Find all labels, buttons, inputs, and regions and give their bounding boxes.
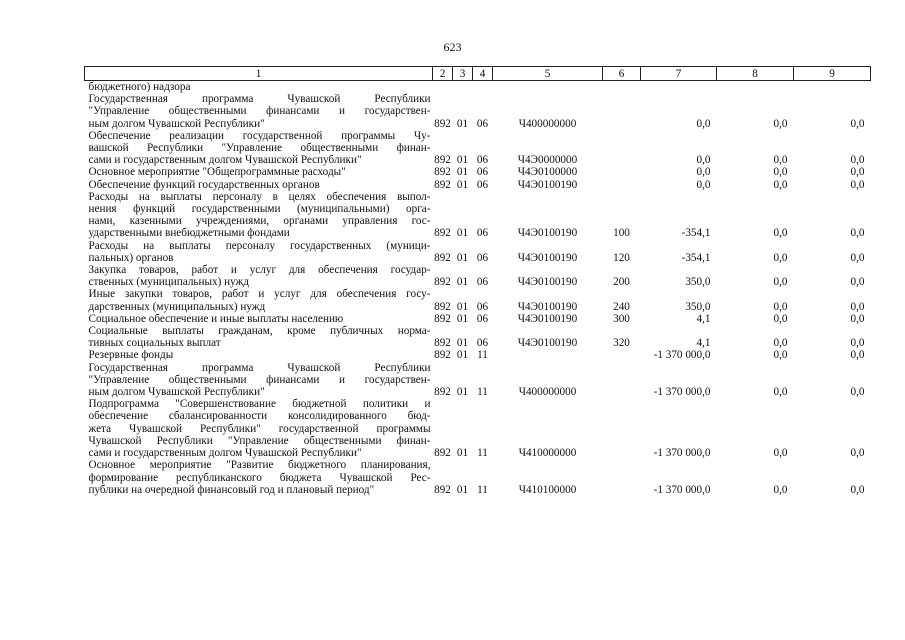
amount-col7: -1 370 000,0 [653,447,711,460]
table-row [85,179,871,191]
subsection-code [473,81,493,94]
expense-type-code [603,179,641,191]
column-number-row [85,67,871,81]
amount-col8: 0,0 [773,483,788,496]
description-line: нами, казенными учреждениями, органами управления гос- [88,215,431,228]
description-line: ным долгом Чувашской Республики" [88,117,265,130]
table-row [85,240,871,264]
subsection-code: 06 [476,276,489,289]
subsection-code: 06 [476,154,489,167]
description-line: бюджетного) надзора [88,81,191,93]
section-code: 01 [456,166,469,179]
section-code: 01 [456,154,469,167]
table-row [85,130,871,167]
amount-col9: 0,0 [850,227,865,240]
table-row [85,459,871,496]
amount-col7 [641,81,717,94]
section-code: 01 [456,447,469,460]
amount-col9: 0,0 [850,483,865,496]
expense-type-code: 300 [613,312,630,325]
target-article-code: Ч4Э0100190 [517,312,578,325]
subsection-code: 06 [476,337,489,350]
description-line: Иные закупки товаров, работ и услуг для обеспечения госу- [88,288,431,301]
amount-col7: 0,0 [696,117,711,130]
section-code: 01 [456,276,469,289]
section-code: 01 [456,337,469,350]
amount-col8: 0,0 [773,178,788,191]
description-line: Обеспечение функций государственных органов [88,178,320,191]
description-line: формирование республиканского бюджета Чувашской Рес- [88,471,431,484]
description-line: Расходы на выплаты персоналу в целях обеспечения выпол- [88,190,431,203]
column-number: 2 [433,67,453,81]
expense-type-code: 120 [613,251,630,264]
column-number: 1 [85,67,433,81]
description-line: Резервные фонды [88,349,174,362]
amount-col7: 4,1 [696,337,711,350]
grbs-code: 892 [434,166,451,179]
amount-col8: 0,0 [773,312,788,325]
column-number: 8 [717,67,794,81]
subsection-code: 06 [476,227,489,240]
amount-col7: -1 370 000,0 [653,386,711,399]
subsection-code: 11 [477,349,488,362]
amount-col8: 0,0 [773,117,788,130]
description-line: публики на очередной финансовый год и плановый период" [88,483,375,496]
section-code: 01 [456,300,469,313]
amount-col7: -354,1 [681,251,711,264]
amount-col9: 0,0 [850,447,865,460]
grbs-code: 892 [434,300,451,313]
expense-type-code [603,166,641,178]
amount-col9: 0,0 [850,312,865,325]
column-number: 3 [453,67,473,81]
description-line: ным долгом Чувашской Республики" [88,386,265,399]
row-description [85,179,433,191]
amount-col8: 0,0 [773,300,788,313]
amount-col7: 350,0 [685,276,711,289]
amount-col9: 0,0 [850,386,865,399]
description-line: "Управление общественными финансами и государствен- [88,373,431,386]
description-line: жета Чувашской Республики" государственной программы [88,422,431,435]
expense-type-code [603,81,641,94]
table-row [85,313,871,325]
row-description [85,264,433,288]
subsection-code: 06 [476,166,489,179]
grbs-code: 892 [434,178,451,191]
target-article-code: Ч4Э0100190 [517,337,578,350]
amount-col8: 0,0 [773,349,788,362]
description-line: вашской Республики "Управление общественными финан- [88,142,431,155]
description-line: Обеспечение реализации государственной программы Чу- [88,129,431,142]
amount-col9: 0,0 [850,117,865,130]
description-line: сами и государственным долгом Чувашской Республики" [88,154,362,167]
amount-col8: 0,0 [773,276,788,289]
row-description [85,166,433,178]
row-description [85,349,433,361]
description-line: Основное мероприятие "Общепрограммные расходы" [88,166,346,179]
description-line: Чувашской Республики "Управление общественными финан- [88,434,431,447]
amount-col9: 0,0 [850,166,865,179]
expense-type-code: 240 [613,300,630,313]
grbs-code: 892 [434,154,451,167]
row-description [85,191,433,240]
amount-col8 [717,81,794,94]
target-article-code: Ч410100000 [518,483,577,496]
column-number: 9 [794,67,871,81]
description-line: ударственными внебюджетными фондами [88,227,290,240]
expense-type-code [603,459,641,496]
row-description [85,398,433,459]
grbs-code: 892 [434,447,451,460]
target-article-code: Ч4Э0100000 [517,166,578,179]
description-line: обеспечение сбалансированности консолидированного бюд- [88,410,431,423]
amount-col9: 0,0 [850,276,865,289]
target-article-code: Ч4Э0000000 [517,154,578,167]
amount-col7: 4,1 [696,312,711,325]
subsection-code: 11 [477,483,488,496]
budget-table [84,66,871,496]
subsection-code: 06 [476,251,489,264]
row-description [85,130,433,167]
row-description [85,93,433,130]
section-code: 01 [456,386,469,399]
grbs-code: 892 [434,117,451,130]
amount-col9: 0,0 [850,300,865,313]
table-row [85,191,871,240]
column-number: 5 [493,67,603,81]
target-article-code: Ч410000000 [518,447,577,460]
amount-col7: -1 370 000,0 [653,483,711,496]
target-article-code [493,349,603,361]
expense-type-code [603,130,641,167]
grbs-code: 892 [434,276,451,289]
description-line: нения функций государственными (муниципальными) орга- [88,203,431,216]
row-description [85,459,433,496]
table-row [85,264,871,288]
amount-col7: -354,1 [681,227,711,240]
section-code: 01 [456,251,469,264]
description-line: пальных) органов [88,251,174,264]
table-row [85,166,871,178]
grbs-code: 892 [434,227,451,240]
description-line: "Управление общественными финансами и государствен- [88,105,431,118]
amount-col9: 0,0 [850,337,865,350]
description-line: ственных (муниципальных) нужд [88,276,249,289]
target-article-code [493,81,603,94]
target-article-code: Ч400000000 [518,386,577,399]
amount-col8: 0,0 [773,154,788,167]
description-line: дарственных (муниципальных) нужд [88,300,266,313]
amount-col8: 0,0 [773,447,788,460]
target-article-code: Ч4Э0100190 [517,300,578,313]
amount-col8: 0,0 [773,337,788,350]
amount-col8: 0,0 [773,386,788,399]
expense-type-code [603,362,641,399]
amount-col8: 0,0 [773,166,788,179]
target-article-code: Ч400000000 [518,117,577,130]
description-line: Социальные выплаты гражданам, кроме публичных норма- [88,325,431,338]
subsection-code: 06 [476,178,489,191]
grbs-code [433,81,453,94]
amount-col9: 0,0 [850,349,865,362]
column-number: 7 [641,67,717,81]
amount-col7: -1 370 000,0 [653,349,711,362]
row-description [85,288,433,312]
section-code [453,81,473,94]
amount-col9: 0,0 [850,178,865,191]
subsection-code: 06 [476,117,489,130]
target-article-code: Ч4Э0100190 [517,251,578,264]
expense-type-code [603,398,641,459]
page-number: 623 [443,40,462,54]
amount-col8: 0,0 [773,251,788,264]
amount-col7: 0,0 [696,166,711,179]
subsection-code: 11 [477,386,488,399]
amount-col9: 0,0 [850,154,865,167]
section-code: 01 [456,227,469,240]
description-line: Расходы на выплаты персоналу государственных (муници- [88,239,431,252]
description-line: Государственная программа Чувашской Республики [88,93,431,106]
grbs-code: 892 [434,349,451,362]
amount-col9: 0,0 [850,251,865,264]
table-row [85,362,871,399]
description-line: тивных социальных выплат [88,337,221,350]
grbs-code: 892 [434,312,451,325]
target-article-code: Ч4Э0100190 [517,227,578,240]
grbs-code: 892 [434,483,451,496]
table-row [85,93,871,130]
section-code: 01 [456,117,469,130]
column-number: 4 [473,67,493,81]
section-code: 01 [456,178,469,191]
expense-type-code: 200 [613,276,630,289]
row-description [85,362,433,399]
table-body [85,81,871,496]
subsection-code: 11 [477,447,488,460]
table-row [85,398,871,459]
table-row [85,325,871,349]
table-row [85,288,871,312]
subsection-code: 06 [476,312,489,325]
amount-col8: 0,0 [773,227,788,240]
section-code: 01 [456,312,469,325]
expense-type-code [603,93,641,130]
description-line: Государственная программа Чувашской Республики [88,361,431,374]
section-code: 01 [456,349,469,362]
description-line: Основное мероприятие "Развитие бюджетного планирования, [88,459,431,472]
amount-col7: 0,0 [696,154,711,167]
description-line: сами и государственным долгом Чувашской Республики" [88,447,362,460]
row-description [85,325,433,349]
row-description [85,240,433,264]
section-code: 01 [456,483,469,496]
amount-col7: 350,0 [685,300,711,313]
row-description [85,81,433,94]
amount-col7: 0,0 [696,178,711,191]
table-row [85,349,871,361]
row-description [85,313,433,325]
grbs-code: 892 [434,386,451,399]
grbs-code: 892 [434,337,451,350]
description-line: Подпрограмма "Совершенствование бюджетной политики и [88,398,431,411]
subsection-code: 06 [476,300,489,313]
description-line: Закупка товаров, работ и услуг для обеспечения государ- [88,264,431,277]
grbs-code: 892 [434,251,451,264]
amount-col9 [794,81,871,94]
expense-type-code: 100 [613,227,630,240]
target-article-code: Ч4Э0100190 [517,178,578,191]
expense-type-code [603,349,641,361]
description-line: Социальное обеспечение и иные выплаты населению [88,312,344,325]
expense-type-code: 320 [613,337,630,350]
column-number: 6 [603,67,641,81]
table-row [85,81,871,94]
target-article-code: Ч4Э0100190 [517,276,578,289]
